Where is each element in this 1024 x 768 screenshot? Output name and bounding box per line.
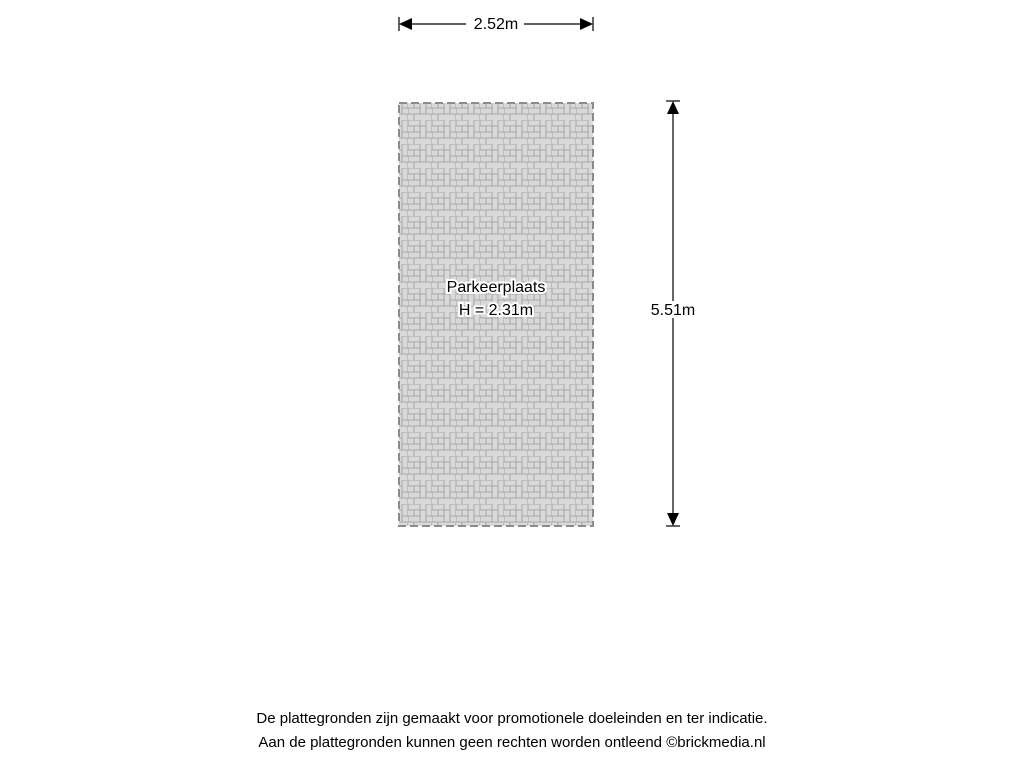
- room-name: Parkeerplaats: [446, 279, 546, 296]
- room-parkeerplaats: [399, 103, 593, 526]
- arrow-up-icon: [667, 101, 679, 114]
- disclaimer-line-1: De plattegronden zijn gemaakt voor promotionele doeleinden en ter indicatie.: [256, 710, 768, 727]
- arrow-down-icon: [667, 513, 679, 526]
- disclaimer-line-2: Aan de plattegronden kunnen geen rechten worden ontleend ©brickmedia.nl: [258, 734, 766, 751]
- length-label: 5.51m: [650, 302, 696, 319]
- arrow-right-icon: [580, 18, 593, 30]
- width-label: 2.52m: [473, 16, 519, 33]
- width-dimension: [399, 16, 593, 33]
- arrow-left-icon: [399, 18, 412, 30]
- room-height: H = 2.31m: [458, 302, 534, 319]
- length-dimension: [651, 101, 695, 526]
